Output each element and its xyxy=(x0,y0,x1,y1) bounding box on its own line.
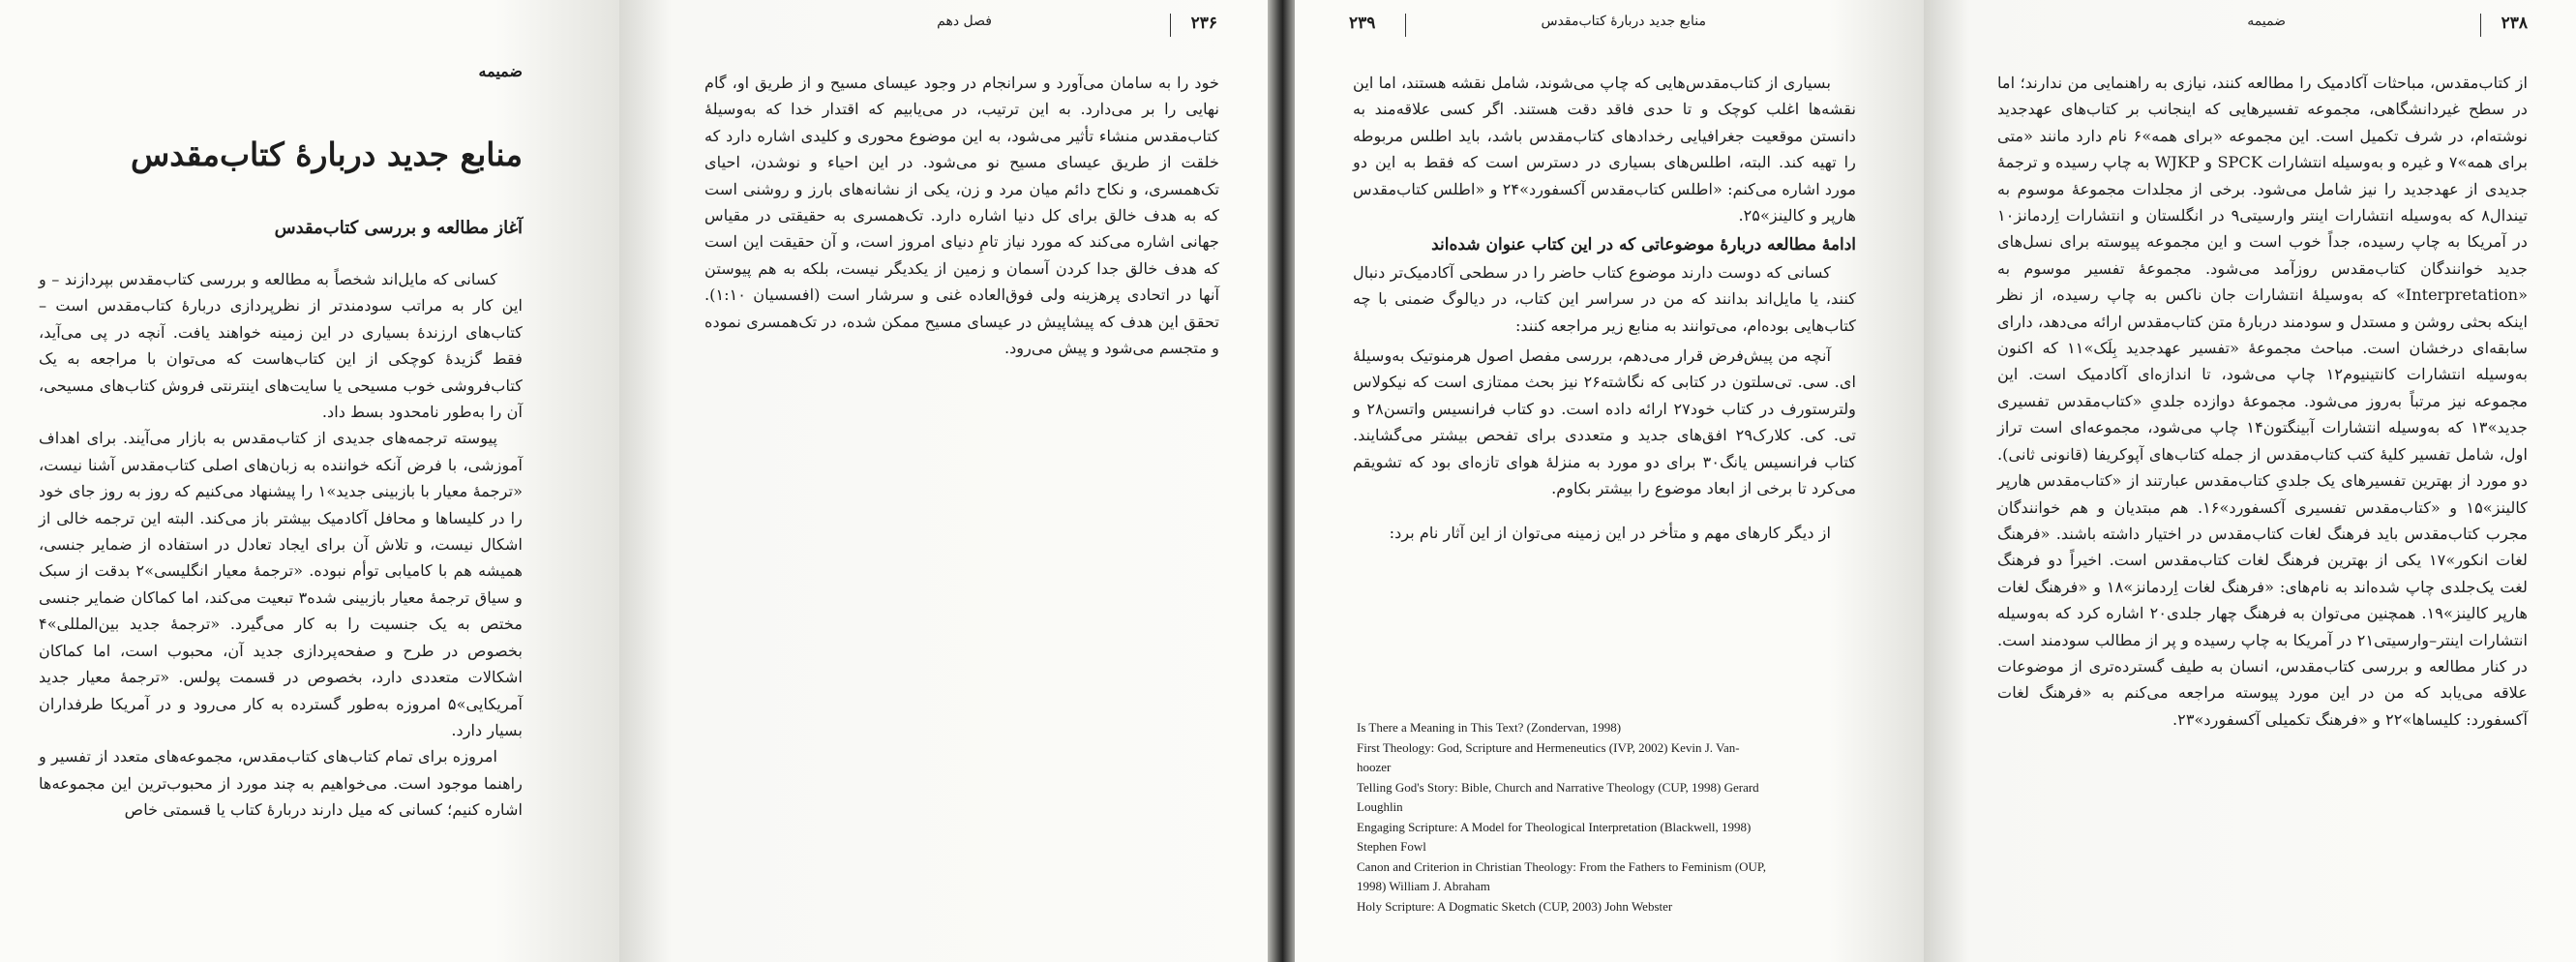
paragraph: از کتاب‌مقدس، مباحثات آکادمیک را مطالعه کنند، نیازی به راهنمایی من ندارند؛ اما در سطح غیردانشگاهی، مجموعه تفسیرهایی که اینجانب بر کتاب‌های عهدجدید نوشته‌ام، در شرف تکمیل است. این مجموعه «برای همه»۶ نام دارد مانند «متی برای همه»۷ و غیره و به‌وسیله انتشارات SPCK و WJKP به چاپ رسیده و ترجمهٔ جدیدی از عهدجدید را نیز شامل می‌شود. برخی از مجلدات مجموعهٔ موسوم به تیندال۸ که به‌وسیله انتشارات اینتر وارسیتی۹ در انگلستان و انتشارات اِردمانز۱۰ در آمریکا به چاپ رسیده، جداً خوب است و این مجموعه پیوسته برای نسل‌های جدید خوانندگان کتاب‌مقدس روزآمد می‌شود. مجموعهٔ تفسیر موسوم به «Interpretation» که به‌وسیلهٔ انتشارات جان ناکس به چاپ رسیده، از نظر اینکه بحثی روشن و مستدل و سودمند دربارهٔ متن کتاب‌مقدس ارائه می‌دهد، دارای سابقه‌ای درخشان است. مباحث مجموعهٔ «تفسیر عهدجدید بِلَک»۱۱ که اکنون به‌وسیله انتشارات کانتینیوم۱۲ چاپ می‌شود، تا اندازه‌ای آکادمیک است. این مجموعه نیز مرتباً به‌روز می‌شود. مجموعهٔ دوازده جلدیِ «کتاب‌مقدس تفسیری جدید»۱۳ که به‌وسیله انتشارات آبینگتون۱۴ چاپ می‌شود، مجموعه‌ای است تراز اول، شامل تفسیر کلیهٔ کتب کتاب‌مقدس از جمله کتاب‌های آپوکریفا (قانونی ثانی). دو مورد از بهترین تفسیرهای یک جلدیِ کتاب‌مقدس عبارتند از «کتاب‌مقدس هارپر کالینز»۱۵ و «کتاب‌مقدس تفسیری آکسفورد»۱۶. هم مبتدیان و هم خوانندگان مجرب کتاب‌مقدس باید فرهنگ لغات کتاب‌مقدس در اختیار داشته باشند. «فرهنگ لغات انکور»۱۷ یکی از بهترین فرهنگ لغات کتاب‌مقدس است. اخیراً دو فرهنگ لغت یک‌جلدی چاپ شده‌اند به نام‌های: «فرهنگ لغات اِردمانز»۱۸ و «فرهنگ لغات هارپر کالینز»۱۹. همچنین می‌توان به فرهنگ چهار جلدی۲۰ اشاره کرد که به‌وسیله انتشارات اینتر–وارسیتی۲۱ در آمریکا به چاپ رسیده و پر از مطالب سودمند است. در کنار مطالعه و بررسی کتاب‌مقدس، انسان به طیف گسترده‌تری از موضوعات علاقه می‌یابد که من در این مورد پیوسته مراجعه می‌کنم به «فرهنگ لغات آکسفورد: کلیساها»۲۲ و «فرهنگ تکمیلی آکسفورد»۲۳. xyxy=(1997,74,2529,729)
page-238-body xyxy=(1997,70,2528,733)
page-236-body xyxy=(704,70,1219,361)
paragraph: کسانی که مایل‌اند شخصاً به مطالعه و بررسی کتاب‌مقدس بپردازند – و این کار به مراتب سودمندتر از نظرپردازی دربارهٔ کتاب‌مقدس است – کتاب‌های ارزندهٔ بسیاری در این زمینه خواهند یافت. آنچه در پی می‌آید، فقط گزیدهٔ کوچکی از این کتاب‌هاست که می‌توان با مراجعه به یک کتاب‌فروشی خوب مسیحی یا سایت‌های اینترنتی فروش کتاب‌های مسیحی، آن را به‌طور نامحدود بسط داد. xyxy=(39,270,523,422)
left-book-spread xyxy=(0,0,1268,962)
appendix-title: منابع جدید دربارهٔ کتاب‌مقدس xyxy=(131,135,523,173)
bibliography-entry: Telling God's Story: Bible, Church and Narrative Theology (CUP, 1998) Gerard xyxy=(1357,779,1759,795)
section-label: ضمیمه xyxy=(478,62,523,80)
page-239-body xyxy=(1353,70,1856,546)
appendix-first-page xyxy=(0,0,619,962)
page-236 xyxy=(619,0,1268,962)
bibliography-entry: hoozer xyxy=(1357,760,1392,774)
bibliography-entry: First Theology: God, Scripture and Hermeneutics (IVP, 2002) Kevin J. Van- xyxy=(1357,739,1740,755)
bibliography-intro: از دیگر کارهای مهم و متأخر در این زمینه می‌توان از این آثار نام برد: xyxy=(1389,523,1831,542)
bibliography-entry: Is There a Meaning in This Text? (Zondervan, 1998) xyxy=(1357,720,1622,735)
running-header xyxy=(1924,14,2576,37)
paragraph: کسانی که دوست دارند موضوع کتاب حاضر را در سطحی آکادمیک‌تر دنبال کنند، یا مایل‌اند بدانند که من در سراسر این کتاب، در دیالوگ ضمنی با چه کتاب‌هایی بوده‌ام، می‌توانند به منابع زیر مراجعه کنند: xyxy=(1353,262,1856,335)
bibliography-entry: Holy Scripture: A Dogmatic Sketch (CUP, 2003) John Webster xyxy=(1357,898,1673,914)
paragraph: امروزه برای تمام کتاب‌های کتاب‌مقدس، مجموعه‌های متعدد از تفسیر و راهنما موجود است. می‌خواهیم به چند مورد از محبوب‌ترین این مجموعه‌ها اشاره کنیم؛ کسانی که میل دارند دربارهٔ کتاب یا قسمتی خاص xyxy=(39,747,523,820)
book-gutter xyxy=(1268,0,1295,962)
page-number: ۲۳۸ xyxy=(2501,14,2528,33)
running-header xyxy=(1295,14,1924,37)
right-book-spread xyxy=(1295,0,2576,962)
running-title: منابع جدید دربارهٔ کتاب‌مقدس xyxy=(1541,14,1706,29)
bibliography-entry: 1998) William J. Abraham xyxy=(1357,879,1490,893)
paragraph: پیوسته ترجمه‌های جدیدی از کتاب‌مقدس به بازار می‌آیند. برای اهداف آموزشی، با فرض آنکه خواننده به زبان‌های اصلی کتاب‌مقدس آشنا نیست، «ترجمهٔ معیار با بازبینی جدید»۱ را پیشنهاد می‌کنیم که روز به روز جای خود را در کلیساها و محافل آکادمیک بیشتر باز می‌کند. البته این ترجمه خالی از اشکال نیست، و تلاش آن برای ایجاد تعادل در استفاده از ضمایر جنسی، همیشه هم با کامیابی توأم نبوده. «ترجمهٔ معیار انگلیسی»۲ بدقت از سبک و سیاق ترجمهٔ معیار بازبینی شده۳ تبعیت می‌کند، اما کماکان ضمایر جنسی مختص به یک جنسیت را به کار می‌گیرد. «ترجمهٔ جدید بین‌المللی»۴ بخصوص در طرح و صفحه‌پردازی جدید آن، محبوب است، اما کماکان اشکالات متعددی دارد، بخصوص در قسمت پولس. «ترجمهٔ معیار جدید آمریکایی»۵ امروزه به‌طور گسترده به کار می‌رود و در آمریکا طرفداران بسیار دارد. xyxy=(39,429,523,739)
page-238 xyxy=(1924,0,2576,962)
running-title: ضمیمه xyxy=(2247,14,2286,29)
bibliography-entry: Engaging Scripture: A Model for Theological Interpretation (Blackwell, 1998) xyxy=(1357,819,1752,834)
running-title: فصل دهم xyxy=(937,14,992,29)
appendix-subtitle: آغاز مطالعه و بررسی کتاب‌مقدس xyxy=(274,218,523,238)
section-heading: ادامهٔ مطالعه دربارهٔ موضوعاتی که در این کتاب عنوان شده‌اند xyxy=(1431,235,1856,256)
page-number: ۲۳۶ xyxy=(1190,14,1217,33)
running-header xyxy=(619,14,1268,37)
paragraph: آنچه من پیش‌فرض قرار می‌دهم، بررسی مفصل اصول هرمنوتیک به‌وسیلهٔ ای. سی. تی‌سلتون در کتابی که نگاشته۲۶ نیز بحث ممتازی است که نیکولاس ولترستورف در کتاب خود۲۷ ارائه داده است. دو کتاب فرانسیس واتسن۲۸ و تی. کی. کلارک۲۹ افق‌های جدید و متعددی برای تفحص بیشتر می‌گشایند. کتاب فرانسیس یانگ۳۰ برای دو مورد به منزلهٔ هوای تازه‌ای بود که تشویقم می‌کرد تا برخی از ابعاد موضوع را بیشتر بکاوم. xyxy=(1353,346,1856,498)
page-number: ۲۳۹ xyxy=(1349,14,1376,33)
paragraph: خود را به سامان می‌آورد و سرانجام در وجود عیسای مسیح و از طریق او، گام نهایی را بر می‌دارد. به این ترتیب، در می‌یابیم که اقتدار خدا که به‌وسیلهٔ کتاب‌مقدس منشاء تأثیر می‌شود، به این موضوع محوری و کلیدی اشاره دارد که خلقت از طریق عیسای مسیح نو می‌شود. در این احیاء و نوشدن، احیای تک‌همسری، و نکاح دائم میان مرد و زن، یکی از نشانه‌های بارز و روشنی است که به هدف خالق برای کل دنیا اشاره دارد. تک‌همسری به حقیقتی در مقیاس جهانی اشاره می‌کند که مورد نیاز تامِ دنیای امروز است، و آن حقیقت این است که هدف خالق جدا کردن آسمان و زمین از یکدیگر نیست، بلکه به هم پیوستن آنها در اتحادی پرهزینه ولی فوق‌العاده غنی و سرشار است (افسسیان ۱:۱۰). تحقق این هدف که پیشاپیش در عیسای مسیح ممکن شده، در تک‌همسری نموده و متجسم می‌شود و پیش می‌رود. xyxy=(704,74,1219,358)
bibliography-entry: Stephen Fowl xyxy=(1357,839,1426,854)
paragraph: بسیاری از کتاب‌مقدس‌هایی که چاپ می‌شوند، شامل نقشه هستند، اما این نقشه‌ها اغلب کوچک و تا حدی فاقد دقت هستند. اگر کسی علاقه‌مند به دانستن موقعیت جغرافیایی رخدادهای کتاب‌مقدس باشد، باید اطلس مربوطه را تهیه کند. البته، اطلس‌های بسیاری در دسترس است که فقط به این دو مورد اشاره می‌کنم: «اطلس کتاب‌مقدس آکسفورد»۲۴ و «اطلس کتاب‌مقدس هارپر و کالینز»۲۵. xyxy=(1353,74,1856,225)
bibliography-list xyxy=(1357,718,1860,917)
appendix-body xyxy=(39,266,523,824)
bibliography-entry: Canon and Criterion in Christian Theology: From the Fathers to Feminism (OUP, xyxy=(1357,858,1766,874)
bibliography-entry: Loughlin xyxy=(1357,799,1403,814)
page-239 xyxy=(1295,0,1924,962)
